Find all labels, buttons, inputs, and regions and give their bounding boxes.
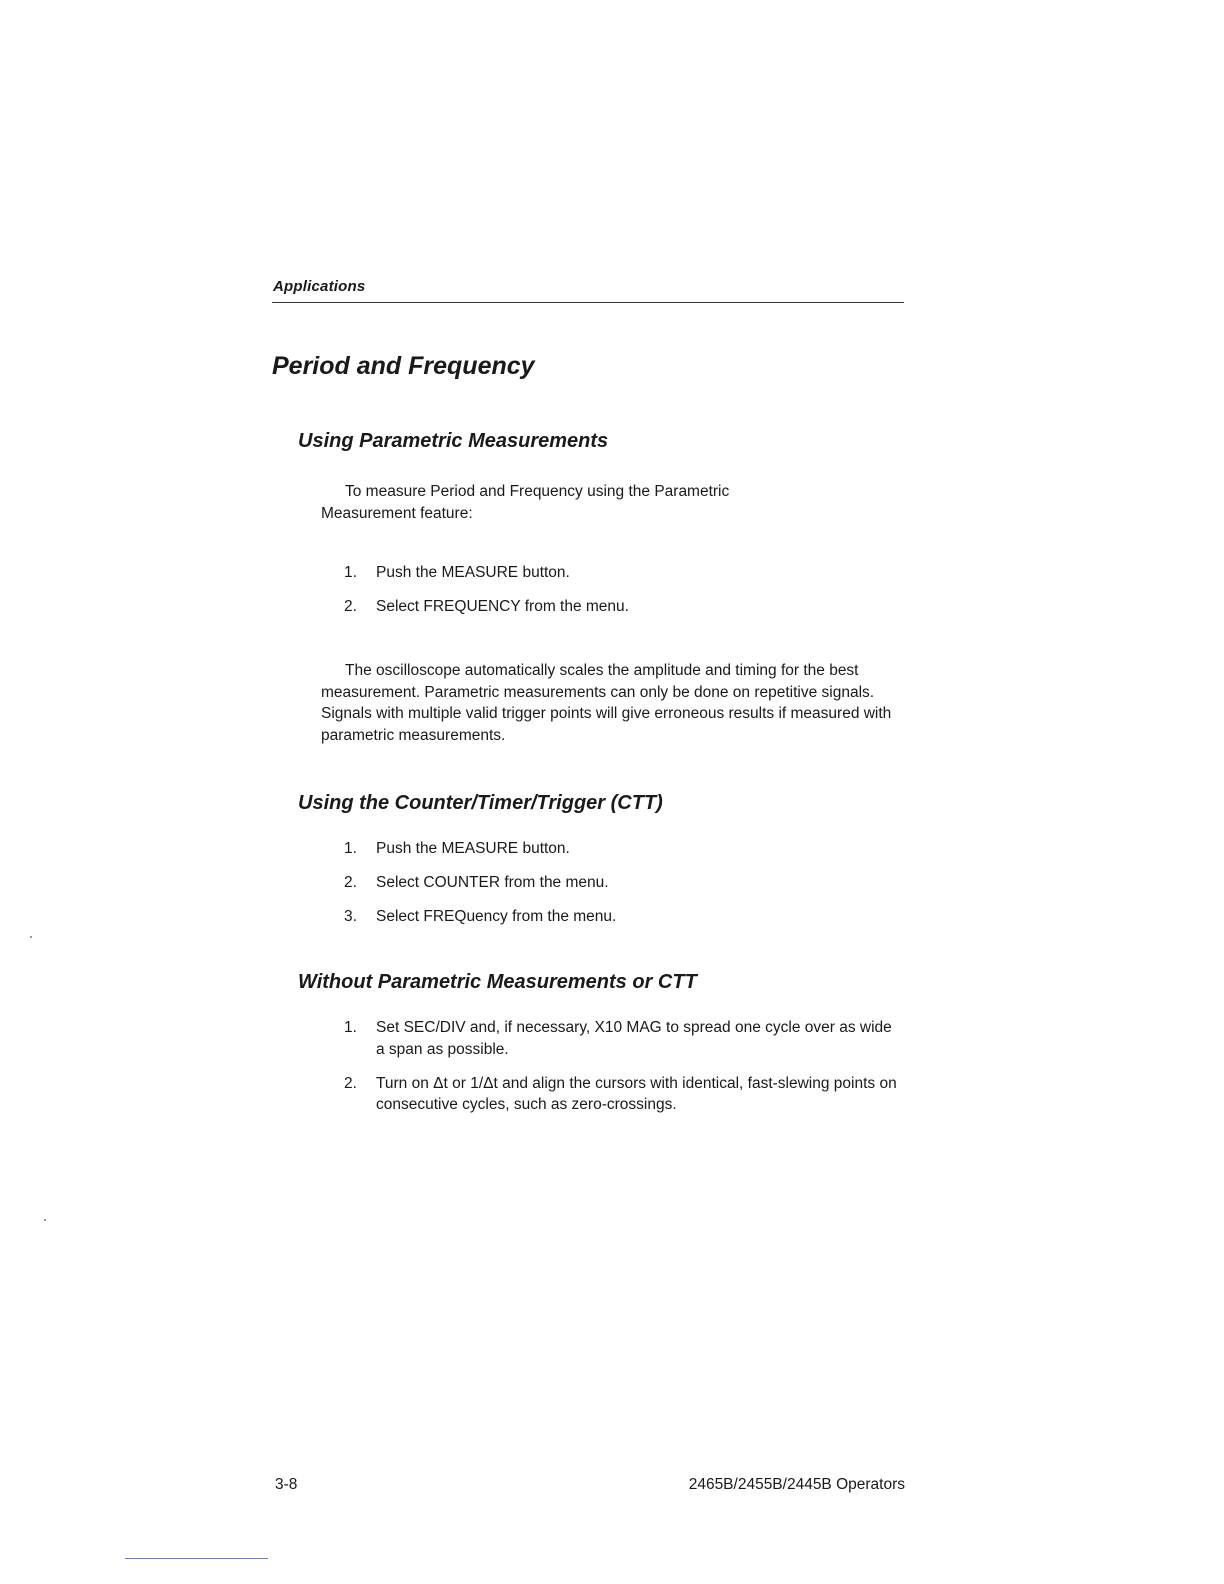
parametric-intro-line1: To measure Period and Frequency using the Parametric xyxy=(345,483,730,500)
running-head: Applications xyxy=(273,278,366,295)
page-number: 3-8 xyxy=(275,1476,298,1493)
bottom-edge-line xyxy=(125,1558,268,1559)
list-item xyxy=(344,1017,904,1060)
step-text: Select FREQUENCY from the menu. xyxy=(376,598,629,615)
step-number: 1. xyxy=(344,564,357,581)
parametric-steps xyxy=(344,562,904,618)
step-number: 1. xyxy=(344,1019,357,1036)
step-text: Push the MEASURE button. xyxy=(376,840,570,857)
step-text: Select COUNTER from the menu. xyxy=(376,874,609,891)
step-number: 1. xyxy=(344,840,357,857)
step-number: 2. xyxy=(344,874,357,891)
parametric-intro xyxy=(321,481,901,524)
step-text: Select FREQuency from the menu. xyxy=(376,908,617,925)
step-text: Turn on Δt or 1/Δt and align the cursors with identical, fast-slewing points on consecutive cycles, such as zero-crossings. xyxy=(376,1074,897,1113)
scan-speck xyxy=(30,936,32,938)
list-item xyxy=(344,872,904,894)
scan-speck xyxy=(44,1219,46,1221)
step-number: 2. xyxy=(344,598,357,615)
page-title: Period and Frequency xyxy=(272,352,535,380)
list-item xyxy=(344,838,904,860)
step-number: 3. xyxy=(344,908,357,925)
list-item xyxy=(344,562,904,584)
list-item xyxy=(344,596,904,618)
step-text: Push the MEASURE button. xyxy=(376,564,570,581)
section-heading-parametric: Using Parametric Measurements xyxy=(298,430,609,452)
list-item xyxy=(344,906,904,928)
manual-title: 2465B/2455B/2445B Operators xyxy=(688,1476,905,1493)
without-steps xyxy=(344,1017,904,1116)
parametric-note: The oscilloscope automatically scales the amplitude and timing for the best measurement. Parametric measurements can only be done on repetitive signals. Signals with multiple valid trigger points will give erroneous results if measured with parametric measurements. xyxy=(321,662,892,744)
list-item xyxy=(344,1073,904,1116)
step-number: 2. xyxy=(344,1074,357,1092)
section-heading-without: Without Parametric Measurements or CTT xyxy=(298,971,697,993)
parametric-intro-line2: Measurement feature: xyxy=(321,504,473,522)
ctt-steps xyxy=(344,838,904,928)
header-rule xyxy=(272,302,904,303)
step-text: Set SEC/DIV and, if necessary, X10 MAG to spread one cycle over as wide a span as possible. xyxy=(376,1019,892,1058)
section-heading-ctt: Using the Counter/Timer/Trigger (CTT) xyxy=(298,792,663,814)
